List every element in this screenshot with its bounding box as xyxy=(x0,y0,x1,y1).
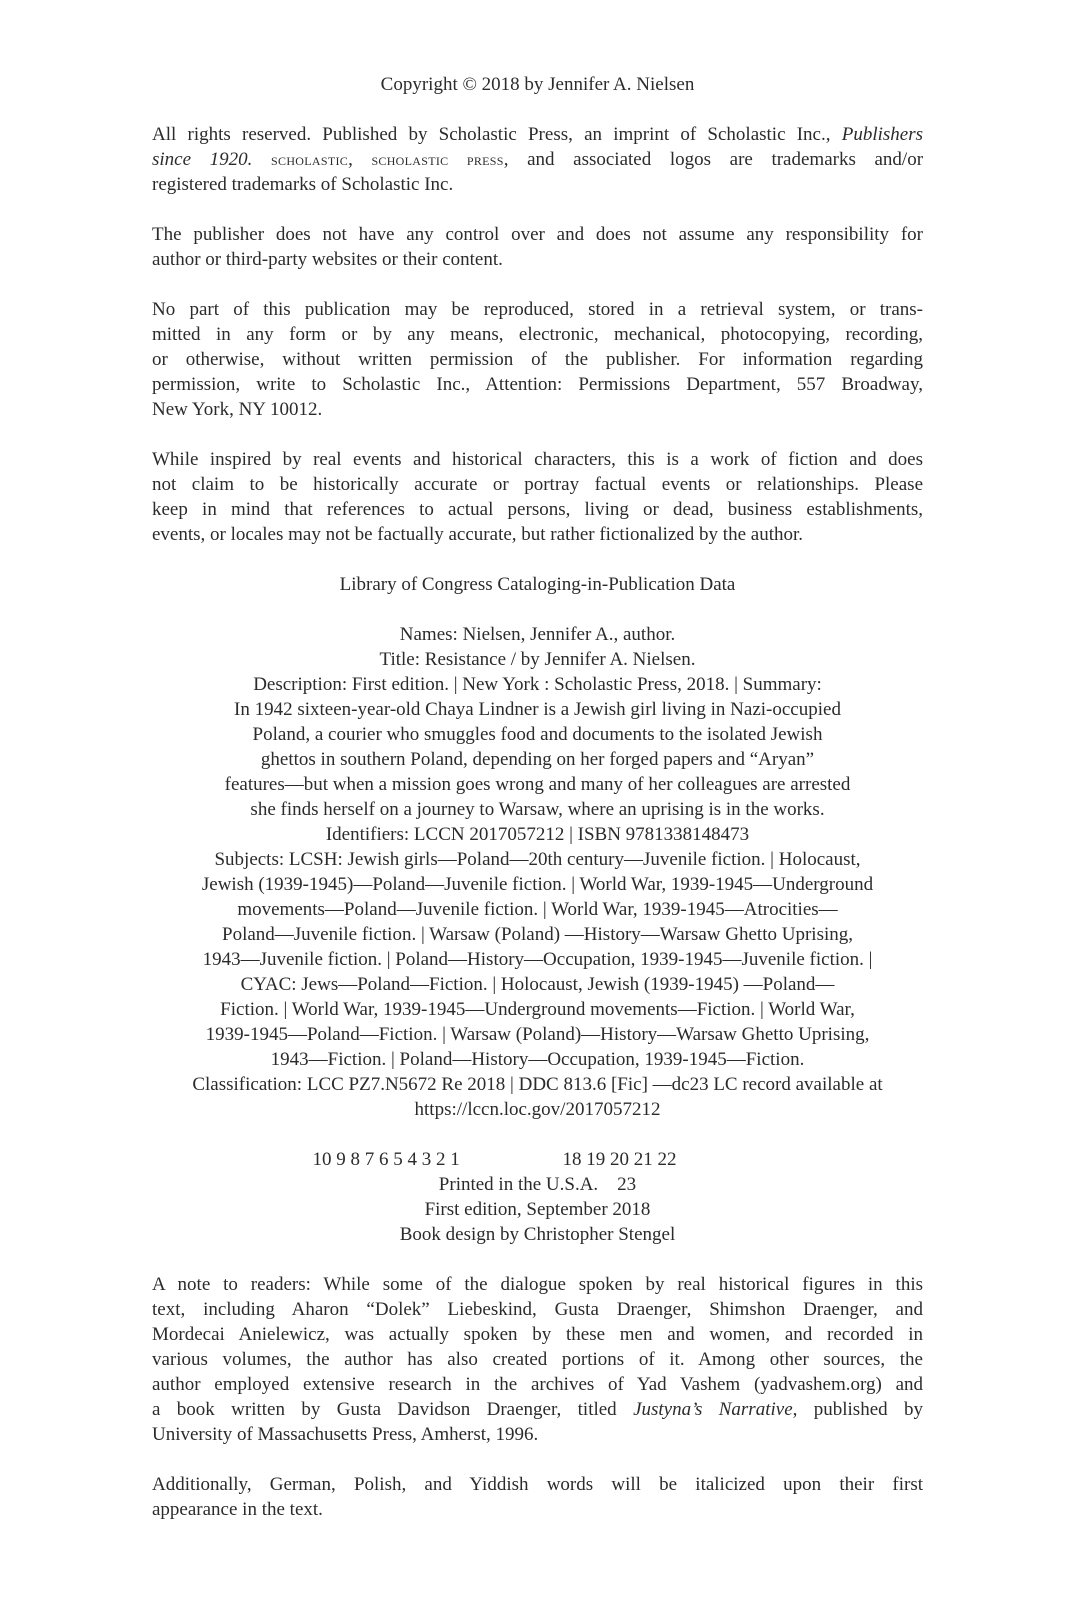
no-part-line: mitted in any form or by any means, electronic, mechanical, photocopying, recording, xyxy=(152,324,923,345)
spacer xyxy=(152,197,923,222)
publisher-note-line: author or third-party websites or their content. xyxy=(152,249,503,270)
cip-line: Identifiers: LCCN 2017057212 | ISBN 9781338148473 xyxy=(325,824,750,845)
reader-note-line: author employed extensive research in the archives of Yad Vashem (yadvashem.org) and xyxy=(152,1374,923,1395)
spacer xyxy=(152,1122,923,1147)
trademark-scholastic: scholastic xyxy=(271,150,349,169)
spacer xyxy=(152,1447,923,1472)
cip-line: In 1942 sixteen-year-old Chaya Lindner is a Jewish girl living in Nazi-occupied xyxy=(234,699,841,720)
cip-line: Names: Nielsen, Jennifer A., author. xyxy=(399,624,676,645)
reader-note-line: A note to readers: While some of the dialogue spoken by real historical figures in this xyxy=(152,1274,923,1295)
fiction-note-line: keep in mind that references to actual persons, living or dead, business establishments, xyxy=(152,499,923,520)
additional-note-line: appearance in the text. xyxy=(152,1499,323,1520)
cip-line: Title: Resistance / by Jennifer A. Nielsen. xyxy=(379,649,696,670)
cip-line: Jewish (1939-1945)—Poland—Juvenile fiction. | World War, 1939-1945—Underground xyxy=(201,874,874,895)
year-numbers: 18 19 20 21 22 xyxy=(562,1149,677,1170)
cip-line: Description: First edition. | New York : Scholastic Press, 2018. | Summary: xyxy=(253,674,822,695)
copyright-page xyxy=(152,72,923,1522)
reader-note-line: University of Massachusetts Press, Amherst, 1996. xyxy=(152,1424,539,1445)
rights-line-3: registered trademarks of Scholastic Inc. xyxy=(152,174,454,195)
copyright-line: Copyright © 2018 by Jennifer A. Nielsen xyxy=(380,74,695,95)
publisher-note-paragraph xyxy=(152,222,923,272)
rights-paragraph xyxy=(152,122,923,197)
publisher-note-line: The publisher does not have any control over and does not assume any responsibility for xyxy=(152,224,923,245)
cip-line: features—but when a mission goes wrong and many of her colleagues are arrested xyxy=(224,774,851,795)
cip-line: Poland—Juvenile fiction. | Warsaw (Poland) —History—Warsaw Ghetto Uprising, xyxy=(222,924,853,945)
no-part-line: New York, NY 10012. xyxy=(152,399,323,420)
cip-line: Fiction. | World War, 1939-1945—Underground movements—Fiction. | World War, xyxy=(220,999,855,1020)
cip-line: CYAC: Jews—Poland—Fiction. | Holocaust, Jewish (1939-1945) —Poland— xyxy=(240,974,835,995)
spacer xyxy=(152,547,923,572)
no-part-paragraph xyxy=(152,297,923,422)
book-title-italic: Justyna’s Narrative xyxy=(633,1399,793,1420)
rights-line-1 xyxy=(152,122,923,147)
spacer xyxy=(152,272,923,297)
rights-italic-since: since 1920. xyxy=(152,149,253,170)
rights-text: , and associated logos are trademarks and/or xyxy=(503,149,924,170)
no-part-line: permission, write to Scholastic Inc., Attention: Permissions Department, 557 Broadway, xyxy=(152,374,923,395)
cip-line: movements—Poland—Juvenile fiction. | World War, 1939-1945—Atrocities— xyxy=(237,899,838,920)
reader-note-line: Mordecai Anielewicz, was actually spoken by these men and women, and recorded in xyxy=(152,1324,923,1345)
cip-line: Subjects: LCSH: Jewish girls—Poland—20th century—Juvenile fiction. | Holocaust, xyxy=(214,849,861,870)
print-run-numbers: 10 9 8 7 6 5 4 3 2 1 xyxy=(312,1149,460,1170)
reader-note-line: text, including Aharon “Dolek” Liebeskind, Gusta Draenger, Shimshon Draenger, and xyxy=(152,1299,923,1320)
cip-block xyxy=(152,622,923,1122)
reader-note-text: a book written by Gusta Davidson Draenger, titled xyxy=(152,1399,634,1420)
spacer xyxy=(152,1247,923,1272)
fiction-note-line: While inspired by real events and historical characters, this is a work of fiction and does xyxy=(152,449,923,470)
cip-line: Poland, a courier who smuggles food and documents to the isolated Jewish xyxy=(252,724,823,745)
reader-note-paragraph xyxy=(152,1272,923,1447)
reader-note-line: various volumes, the author has also created portions of it. Among other sources, the xyxy=(152,1349,923,1370)
rights-text: All rights reserved. Published by Scholastic Press, an imprint of Scholastic Inc., xyxy=(152,124,842,145)
cip-line: 1943—Juvenile fiction. | Poland—History—Occupation, 1939-1945—Juvenile fiction. | xyxy=(202,949,873,970)
cip-line: she finds herself on a journey to Warsaw, where an uprising is in the works. xyxy=(250,799,825,820)
rights-italic-publishers: Publishers xyxy=(841,124,923,145)
reader-note-line xyxy=(152,1397,923,1422)
rights-line-2 xyxy=(152,147,923,172)
additional-note-paragraph xyxy=(152,1472,923,1522)
edition-line: First edition, September 2018 xyxy=(424,1199,651,1220)
spacer xyxy=(152,422,923,447)
cip-line: Classification: LCC PZ7.N5672 Re 2018 | DDC 813.6 [Fic] —dc23 LC record available at xyxy=(192,1074,883,1095)
no-part-line: No part of this publication may be reproduced, stored in a retrieval system, or trans- xyxy=(152,299,923,320)
no-part-line: or otherwise, without written permission of the publisher. For information regarding xyxy=(152,349,923,370)
trademark-scholastic-press: scholastic press xyxy=(371,150,504,169)
cip-heading: Library of Congress Cataloging-in-Publication Data xyxy=(339,574,736,595)
rights-comma: , xyxy=(348,149,372,170)
cip-line: ghettos in southern Poland, depending on her forged papers and “Aryan” xyxy=(260,749,815,770)
cip-line: https://lccn.loc.gov/2017057212 xyxy=(414,1099,661,1120)
cip-line: 1939-1945—Poland—Fiction. | Warsaw (Poland)—History—Warsaw Ghetto Uprising, xyxy=(205,1024,870,1045)
printed-in: Printed in the U.S.A. 23 xyxy=(438,1174,637,1195)
design-credit: Book design by Christopher Stengel xyxy=(399,1224,676,1245)
reader-note-text: , published by xyxy=(792,1399,923,1420)
spacer xyxy=(152,97,923,122)
fiction-note-line: events, or locales may not be factually accurate, but rather fictionalized by the author. xyxy=(152,524,804,545)
additional-note-line: Additionally, German, Polish, and Yiddish words will be italicized upon their first xyxy=(152,1474,923,1495)
printing-numbers xyxy=(152,1147,923,1172)
fiction-note-paragraph xyxy=(152,447,923,547)
spacer xyxy=(152,597,923,622)
printing-block xyxy=(152,1147,923,1247)
fiction-note-line: not claim to be historically accurate or portray factual events or relationships. Please xyxy=(152,474,923,495)
cip-line: 1943—Fiction. | Poland—History—Occupation, 1939-1945—Fiction. xyxy=(270,1049,805,1070)
